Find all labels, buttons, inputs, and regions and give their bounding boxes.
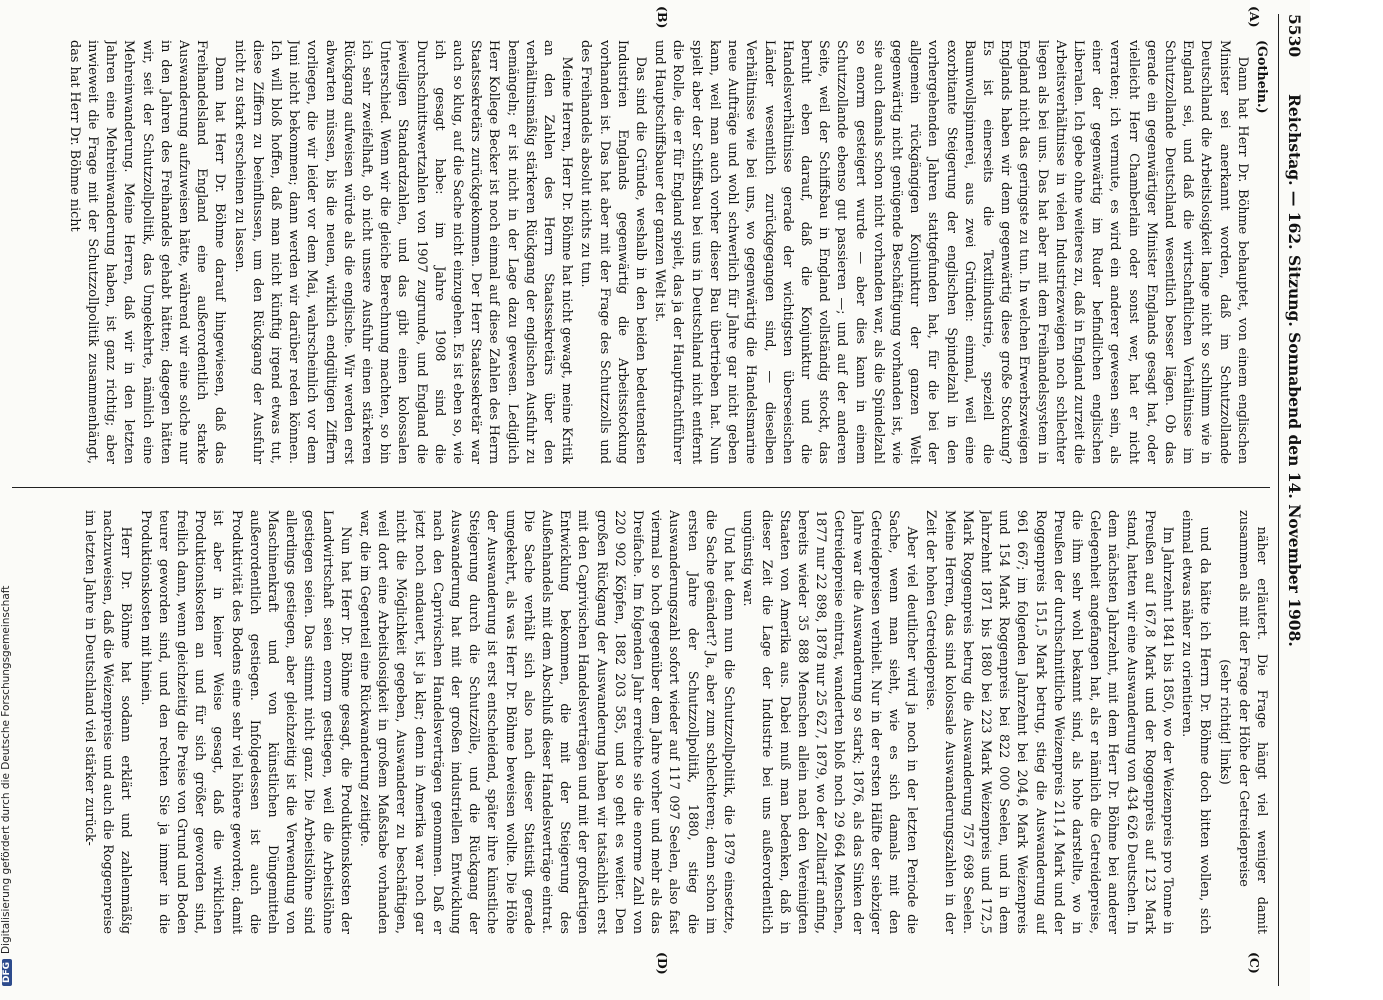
interjection: (sehr richtig! links) bbox=[1216, 659, 1232, 785]
running-title: Reichstag. — 162. Sitzung. Sonnabend den 14. November 1908. bbox=[1285, 94, 1304, 647]
paragraph: Nun hat Herr Dr. Böhme gesagt, die Produktionskosten der Landwirtschaft seien enorm gestiegen, weil die Arbeitslöhne gestiegen seien. Das stimmt nicht ganz. Die Arbeitslöhne sind allerdings gestiegen, aber gleichzeitig ist die Verwendung von Maschinenkraft und von künstlichen Düngemitteln außerordentlich gestiegen. Infolgedessen ist auch die Produktivität des Bodens eine sehr viel höhere geworden; damit ist aber in keiner Weise gesagt, daß die wirklichen Produktionskosten an und für sich größer geworden sind, freilich dann, wenn gleichzeitig die Preise von Grund und Boden teurer geworden sind, und den rechten Sie ja immer in die Produktionskosten mit hinein. bbox=[137, 510, 353, 934]
paragraph: und da hätte ich Herrn Dr. Böhme doch bitten wollen, sich einmal etwas näher zu orientieren. bbox=[1179, 510, 1213, 934]
paragraph: Das sind die Gründe, weshalb in den beiden bedeutendsten Industrien Englands gegenwärtig die Arbeitsstockung vorhanden ist. Das hat aber mit der Frage des Schutzzolls und des Freihandels absolut nichts zu tun. bbox=[578, 40, 649, 464]
paragraph: Meine Herren, Herr Dr. Böhme hat nicht gewagt, meine Kritik an den Zahlen des Herrn Staatssekretärs über den verhältnismäßig stärkeren Rückgang der englischen Ausfuhr zu bemängeln; er ist nicht in der Lage dazu gewesen. Lediglich Herr Kollege Becker ist noch einmal auf diese Zahlen des Herrn Staatssekretärs zurückgekommen. Der Herr Staatssekretär war auch so klug, auf die Sache nicht einzugehen. Es ist eben so, wie ich gesagt habe: im Jahre 1908 sind die Durchschnittswertzahlen von 1907 zugrunde, und England die jeweiligen Standardzahlen, und das gibt einen kolossalen Unterschied. Wenn wir die gleiche Berechnung machten, so bin ich sehr zweifelhaft, ob nicht unsere Ausfuhr einen stärkeren Rückgang aufweisen würde als die englische. Wir werden erst abwarten müssen, bis die neuen, wirklich endgültigen Ziffern vorliegen, die wir leider vor dem Mai, wahrscheinlich vor dem Juni nicht bekommen; dann werden wir darüber reden können. Ich will bloß hoffen, daß man nicht künftig irgend etwas tut, diese Ziffern zu beeinflussen, um den Rückgang der Ausfuhr nicht zu stark erscheinen zu lassen. bbox=[231, 40, 575, 464]
paragraph: Aber viel deutlicher wird ja noch in der letzten Periode die Sache, wenn man sieht, wie es sich damals mit den Getreidepreisen verhielt. Nur in der ersten Hälfte der siebziger Jahre war die Auswanderung so stark; 1876, als das Sinken der Getreidepreise eintrat, wanderten bloß noch 29 664 Menschen, 1877 nur 22 898, 1878 nur 25 627, 1879, wo der Zolltarif anfing, bereits wieder 35 888 Menschen allein nach den Vereinigten Staaten von Amerika aus. Dabei muß man bedenken, daß in dieser Zeit die Lage der Industrie bei uns außerordentlich ungünstig war. bbox=[740, 510, 920, 934]
page-number: 5530 bbox=[1285, 14, 1304, 58]
speaker-name: (Gothein.) bbox=[1254, 40, 1269, 114]
margin-marker-b: (B) bbox=[655, 6, 670, 29]
paragraph: Dann hat Herr Dr. Böhme behauptet, von einem englischen Minister sei anerkannt worden, daß im Schutzzollande Deutschland die Arbeitslosigkeit lange nicht so schlimm wie in England sei, und daß die wirtschaftlichen Verhältnisse im Schutzzollande Deutschland wesentlich besser lägen. Ob das gerade ein gegenwärtiger Minister Englands gesagt hat, oder vielleicht Herr Chamberlain oder sonst wer, hat er nicht verraten; ich vermute, es wird ein anderer gewesen sein, als einer der gegenwärtig im Ruder befindlichen englischen Liberalen. Ich gebe ohne weiteres zu, daß in England zurzeit die Arbeitsverhältnisse in vielen Industriezweigen noch schlechter liegen als bei uns. Das hat aber mit dem Freihandelssystem in England nicht das geringste zu tun. In welchen Erwerbszweigen Englands haben wir denn gegenwärtig diese große Stockung? Es ist einerseits die Textilindustrie, speziell die Baumwollspinnerei, aus zwei Gründen: einmal, weil eine exorbitante Steigerung der englischen Spindelzahl in den vorhergehenden Jahren stattgefunden hat, für die bei der allgemein rückgängigen Konjunktur der ganzen Welt gegenwärtig nicht genügende Beschäftigung vorhanden ist, wie sie auch damals schon nicht vorhanden war, als die Spindelzahl so enorm gesteigert wurde — aber dies kann in einem Schutzzollande ebenso gut passieren —; und auf der anderen Seite, weil der Schiffsbau in England vollständig stockt, das beruht eben darauf, daß die Konjunktur und die Handelsverhältnisse gerade der wichtigsten überseeischen Länder wesentlich zurückgegangen sind, — dieselben Verhältnisse wie bei uns, wo gegenwärtig die Handelsmarine neue Aufträge und wohl schwerlich für Jahre gar nicht geben kann, weil man auch vorher dieser Bau übertrieben hat. Nun spielt aber der Schiffsbau bei uns in Deutschland nicht entfernt die Rolle, die er für England spielt, das ja der Hauptfrachtführer und Hauptschiffsbauer der ganzen Welt ist. bbox=[652, 40, 1250, 464]
margin-marker-a: (A) bbox=[1247, 6, 1262, 28]
header-rule bbox=[1278, 14, 1279, 986]
paragraph: näher erläutert. Die Frage hängt viel weniger damit zusammen als mit der Frage der Höhe der Getreidepreise bbox=[1235, 510, 1269, 934]
paragraph: Und hat denn nun die Schutzzollpolitik, die 1879 einsetzte, die Sache geändert? Ja, aber zum schlechteren; denn schon im ersten Jahre der Schutzzollpolitik, 1880, stieg die Auswanderungszahl sofort wieder auf 117 097 Seelen, also fast viermal so hoch gegenüber dem Jahre vorher und mehr als das Dreifache. Im folgenden Jahr erreichte sie die enorme Zahl von 220 902 Köpfen, 1882 203 585, und so geht es weiter. Den großen Rückgang der Auswanderung haben wir tatsächlich erst mit den Caprivischen Handelsverträgen und mit der großartigen Entwicklung bekommen, die mit der Steigerung des Außenhandels mit dem Abschluß dieser Handelsverträge eintrat. Die Sache verhält sich also nach dieser Statistik gerade umgekehrt, als was Herr Dr. Böhme beweisen wollte. Die Höhe der Auswanderung ist erst entscheidend, später ihre künstliche Steigerung durch die Schutzzölle, und die Rückgang der Auswanderung hat mit der großen industriellen Entwicklung nach den Caprivischen Handelsverträgen genommen. Daß er jetzt noch andauert, ist ja klar; denn in Amerika war noch gar nicht die Möglichkeit gegeben, Auswanderer zu beschäftigen, weil dort eine Arbeitslosigkeit in großem Maßstabe vorhanden war, die im Gegenteil eine Rückwanderung zeitigte. bbox=[357, 510, 737, 934]
left-column bbox=[10, 40, 1270, 464]
credit-text: Digitalisierung gefördert durch die Deutsche Forschungsgemeinschaft bbox=[0, 585, 12, 954]
margin-marker-d: (D) bbox=[655, 952, 670, 975]
paragraph: Im Jahrzehnt 1841 bis 1850, wo der Weizenpreis pro Tonne in Preußen auf 167,8 Mark und der Roggenpreis auf 123 Mark stand, hatten wir eine Auswanderung von 434 626 Deutschen. In dem nächsten Jahrzehnt, mit dem Herr Dr. Böhme bei anderer Gelegenheit angefangen hat, als er nämlich die Getreidepreise, die ihm sehr wohl bekannt sind, als hohe darstellte, wo in Preußen der durchschnittliche Weizenpreis 211,4 Mark und der Roggenpreis 151,5 Mark betrug, stieg die Auswanderung auf 961 667; im folgenden Jahrzehnt bei 204,6 Mark Weizenpreis und 154 Mark Roggenpreis bei 822 000 Seelen, und in dem Jahrzehnt 1871 bis 1880 bei 223 Mark Weizenpreis und 172,5 Mark Roggenpreis betrug die Auswanderung 757 698 Seelen. Meine Herren, das sind kolossale Auswanderungszahlen in der Zeit der hohen Getreidepreise. bbox=[923, 510, 1175, 934]
margin-marker-c: (C) bbox=[1247, 952, 1262, 974]
column-rule bbox=[12, 487, 1270, 488]
paragraph: Dann hat Herr Dr. Böhme darauf hingewiesen, daß das Freihandelsland England eine außerordentlich starke Auswanderung aufzuweisen hätte, während wir eine solche nur in den Jahren des Freihandels gehabt hätten; dagegen hätten wir, seit der Schutzzollpolitik, das Umgekehrte, nämlich eine Mehreinwanderung. Meine Herren, daß wir in den letzten Jahren eine Mehreinwanderung haben, ist ganz richtig; aber inwieweit die Frage mit der Schutzzollpolitik zusammenhängt, das hat Herr Dr. Böhme nicht bbox=[66, 40, 228, 464]
dfg-logo: DFG bbox=[2, 959, 12, 986]
page-header bbox=[1280, 14, 1306, 986]
paragraph: Herr Dr. Böhme hat sodann erklärt und zahlenmäßig nachzuweisen, daß die Weizenpreise und auch die Roggenpreise im letzten Jahre in Deutschland viel stärker zurück- bbox=[82, 510, 134, 934]
digitization-credit bbox=[0, 0, 18, 1000]
right-column bbox=[10, 510, 1270, 934]
